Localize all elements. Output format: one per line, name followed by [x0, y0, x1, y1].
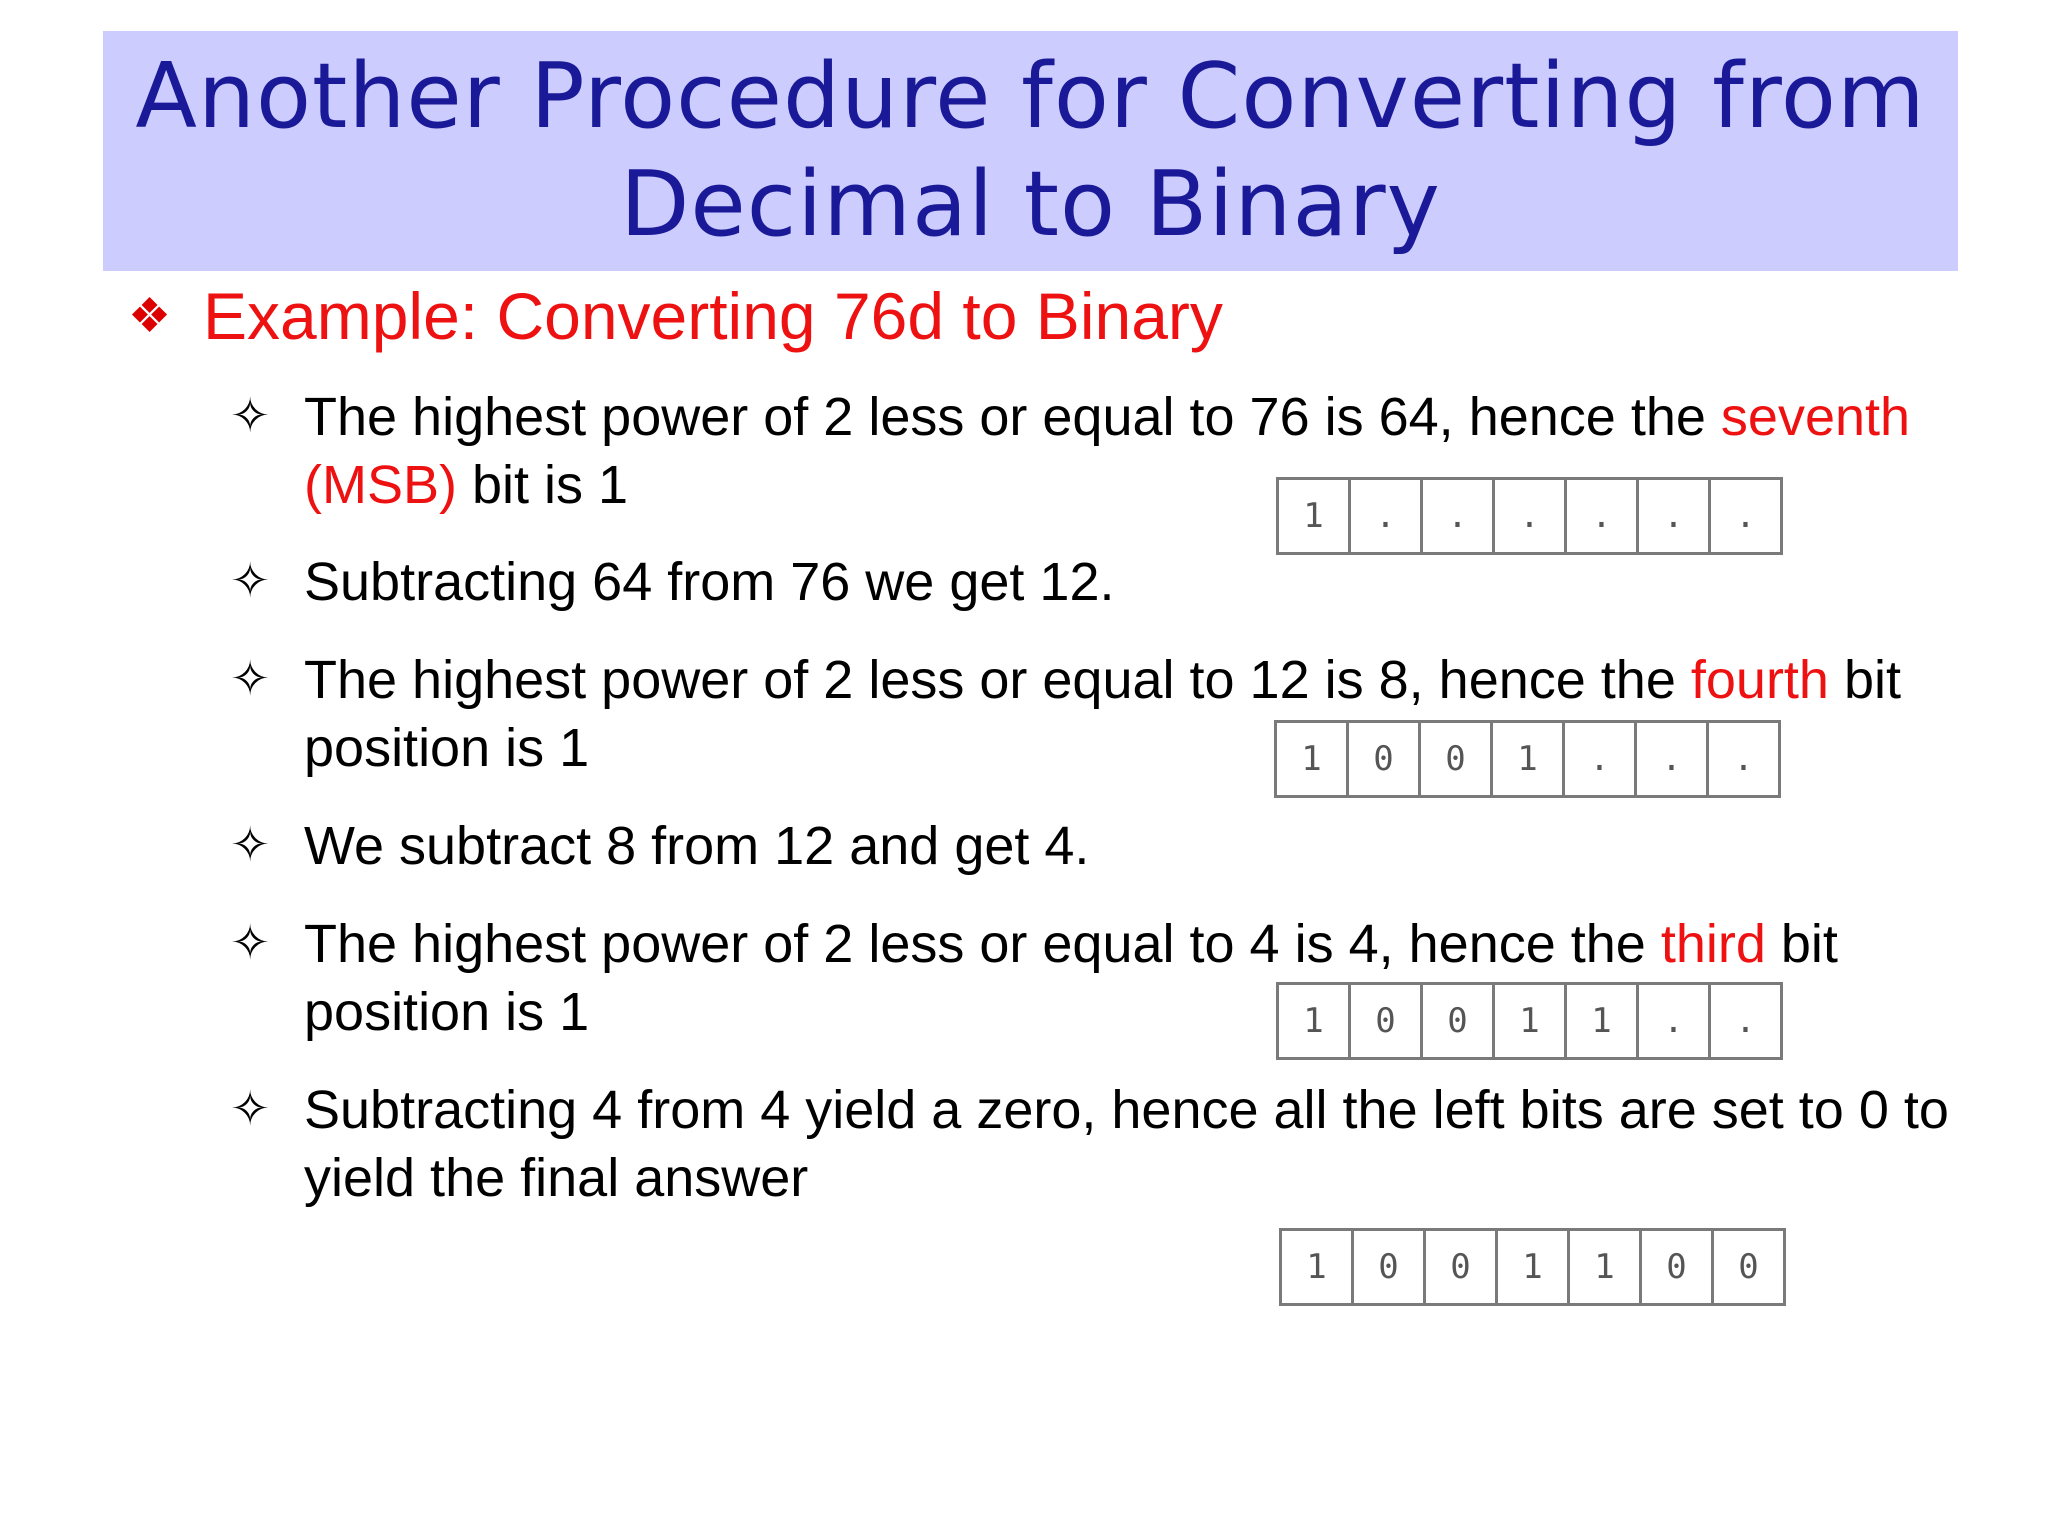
title-band	[103, 31, 1958, 271]
star-bullet-icon: ✧	[230, 555, 271, 608]
bullet-text	[304, 548, 1114, 616]
example-heading	[128, 276, 1223, 356]
bit-cell: 0	[1423, 985, 1495, 1057]
bullet-text-pre: We subtract 8 from 12 and get 4.	[304, 816, 1090, 876]
bullet-text-post: bit position is 1	[304, 914, 1838, 1042]
bullet-text-post: bit position is 1	[304, 650, 1902, 778]
star-bullet-icon: ✧	[230, 917, 271, 970]
bit-cell: .	[1733, 739, 1754, 779]
bullet-text-pre: The highest power of 2 less or equal to 12 is 8, hence the	[304, 650, 1691, 710]
bit-cell: .	[1351, 480, 1423, 552]
bullet-highlight: seventh (MSB)	[304, 387, 1911, 515]
bit-cell: .	[1639, 985, 1711, 1057]
bullet-text-pre: Subtracting 4 from 4 yield a zero, hence all the left bits are set to 0 to yield the final answer	[304, 1080, 1949, 1208]
bit-cell: 0	[1421, 723, 1493, 795]
bit-row-final	[1279, 1228, 1786, 1306]
bit-cell: .	[1423, 480, 1495, 552]
page-title-line-1: Another Procedure for Converting from	[135, 44, 1926, 149]
bullet-item-2	[230, 548, 1970, 616]
page-title-line-2: Decimal to Binary	[620, 152, 1441, 257]
bit-row-2	[1274, 720, 1781, 798]
bit-cell: 0	[1738, 1247, 1759, 1287]
bit-cell: 1	[1567, 985, 1639, 1057]
star-bullet-icon: ✧	[230, 390, 271, 443]
bullet-text-pre: Subtracting 64 from 76 we get 12.	[304, 552, 1115, 612]
bullet-text-pre: The highest power of 2 less or equal to 76 is 64, hence the	[304, 387, 1721, 447]
bit-cell: 1	[1279, 480, 1351, 552]
bit-cell: 1	[1279, 985, 1351, 1057]
star-bullet-icon: ✧	[230, 1083, 271, 1136]
bit-cell: .	[1639, 480, 1711, 552]
bit-cell: 0	[1354, 1231, 1426, 1303]
bit-cell: .	[1735, 1001, 1756, 1041]
bullet-highlight: fourth	[1690, 650, 1829, 710]
bit-cell: 1	[1493, 723, 1565, 795]
bullet-text-pre: The highest power of 2 less or equal to 4 is 4, hence the	[304, 914, 1661, 974]
bit-cell: 0	[1426, 1231, 1498, 1303]
bit-row-3	[1276, 982, 1783, 1060]
bit-cell: .	[1637, 723, 1709, 795]
bit-cell: 1	[1570, 1231, 1642, 1303]
bullet-highlight: third	[1660, 914, 1766, 974]
bit-row-1	[1276, 477, 1783, 555]
bit-cell: .	[1495, 480, 1567, 552]
bullet-item-4	[230, 812, 1970, 880]
bullet-text	[304, 1076, 1970, 1212]
example-heading-text: Example: Converting 76d to Binary	[203, 279, 1223, 353]
bit-cell: 1	[1495, 985, 1567, 1057]
star-bullet-icon: ✧	[230, 819, 271, 872]
bit-cell: 0	[1349, 723, 1421, 795]
bit-cell: .	[1567, 480, 1639, 552]
bit-cell: .	[1565, 723, 1637, 795]
bit-cell: 0	[1642, 1231, 1714, 1303]
bit-cell: .	[1735, 496, 1756, 536]
bit-cell: 1	[1282, 1231, 1354, 1303]
star-bullet-icon: ✧	[230, 653, 271, 706]
bit-cell: 0	[1351, 985, 1423, 1057]
diamond-bullet-icon: ❖	[128, 290, 172, 343]
bit-cell: 1	[1277, 723, 1349, 795]
bullet-item-6	[230, 1076, 1970, 1212]
bullet-text-post: bit is 1	[456, 455, 629, 515]
bit-cell: 1	[1498, 1231, 1570, 1303]
bullet-text	[304, 812, 1089, 880]
